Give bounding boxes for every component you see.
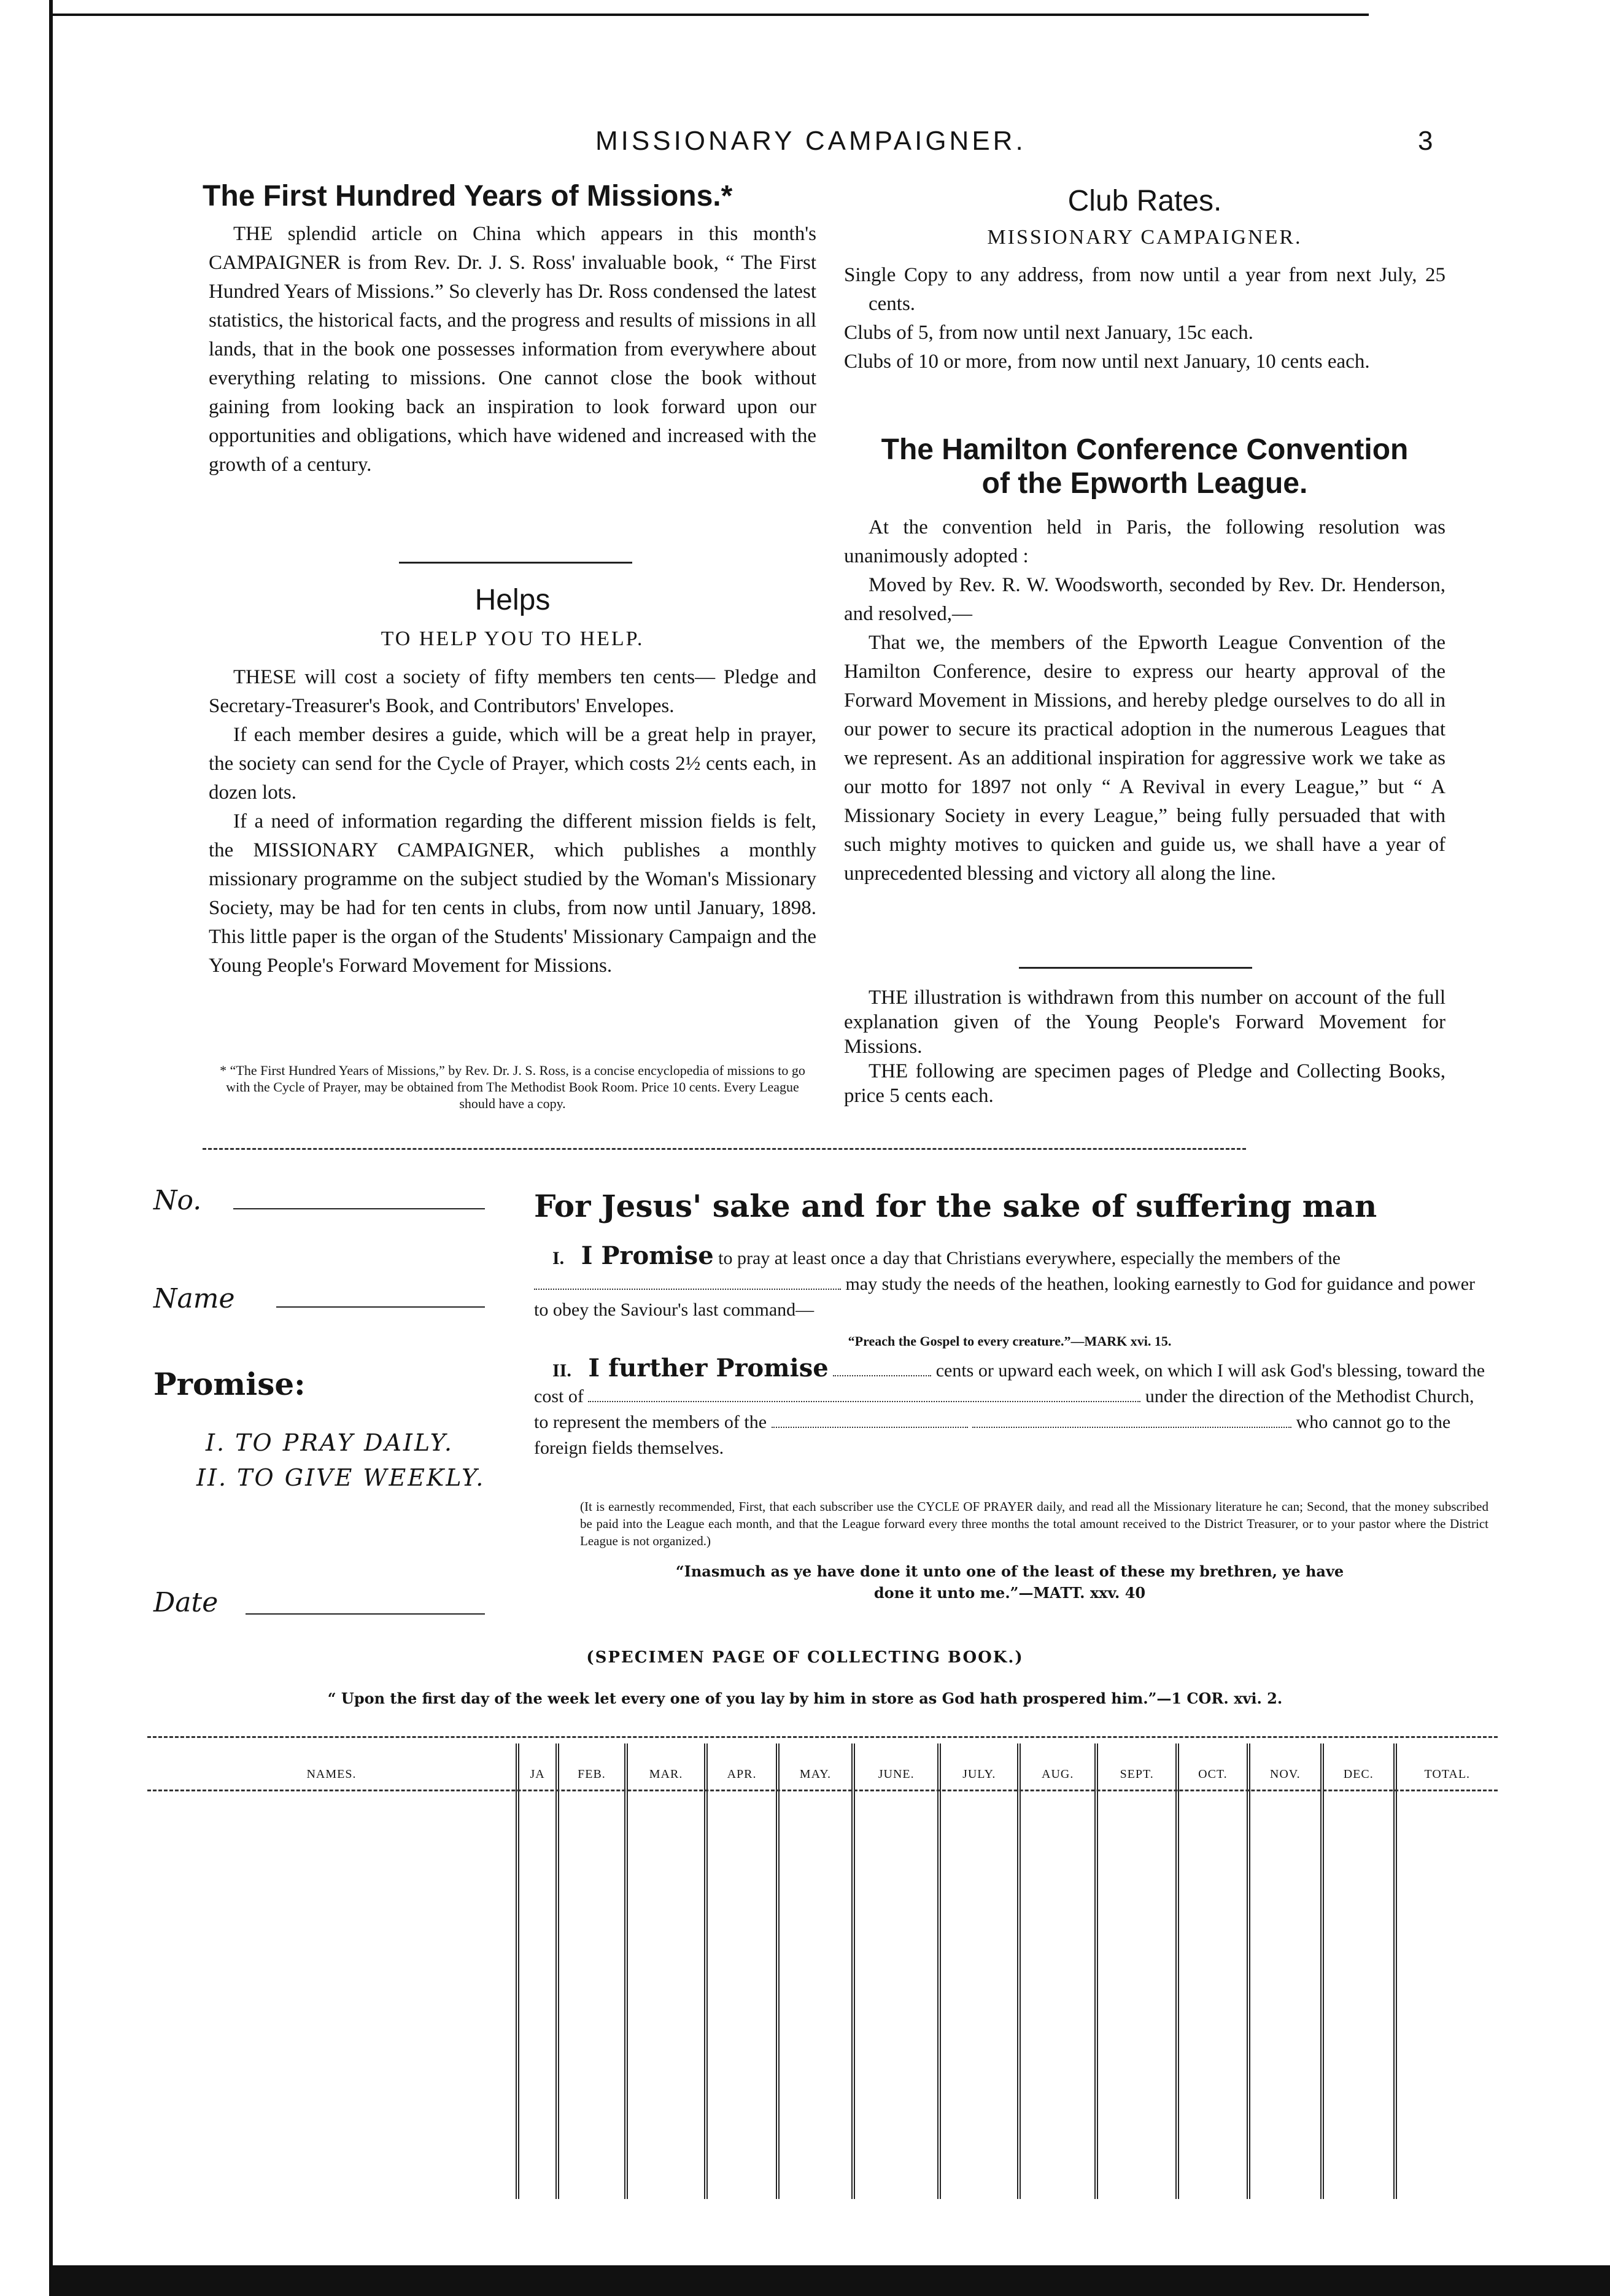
promise-1-text-a: to pray at least once a day that Christians everywhere, especially the members of the (718, 1248, 1341, 1268)
collecting-ledger (147, 1743, 1498, 2199)
club-rates-list (844, 261, 1446, 376)
promise-2-text-c: who cannot go to the foreign fields themselves. (534, 1412, 1451, 1458)
article-body-first-hundred-years (209, 220, 816, 479)
club-rate-item: Clubs of 5, from now until next January, 15c each. (844, 322, 1253, 344)
ledger-header-row (147, 1743, 1498, 1805)
article-subtitle-helps: TO HELP YOU TO HELP. (381, 627, 644, 650)
recommendation-note: (It is earnestly recommended, First, that each subscriber use the CYCLE OF PRAYER daily, and read all the Missionary literature he can; Second, that the money subscribed be paid into the League each month, and that the League forward every three months the total amount received to the District Treasurer, or to your pastor where the District League is not organized.) (580, 1499, 1488, 1548)
promise-1-text-b: may study the needs of the heathen, looking earnestly to God for guidance and power to obey the Saviour's last command— (534, 1274, 1476, 1320)
ledger-col-feb: FEB. (557, 1743, 626, 1805)
collecting-book-title: (SPECIMEN PAGE OF COLLECTING BOOK.) (586, 1648, 1024, 1667)
club-rates-title: Club Rates. (1067, 185, 1222, 217)
ledger-col-oct: OCT. (1177, 1743, 1248, 1805)
helps-paragraph-1: THESE will cost a society of fifty members ten cents— Pledge and Secretary-Treasurer's Book, and Contributors' Envelopes. (209, 666, 816, 717)
district-blank[interactable] (972, 1427, 1291, 1428)
ledger-cell[interactable] (1096, 1805, 1177, 2199)
article-title-first-hundred-years: The First Hundred Years of Missions.* (203, 180, 733, 212)
divider-rule (399, 562, 632, 564)
ledger-col-may: MAY. (778, 1743, 854, 1805)
helps-paragraph-3: If a need of information regarding the different mission fields is felt, the MISSIONARY CAMPAIGNER, which publishes a monthly missionary programme on the subject studied by the Woman's Missionary Society, may be had for ten cents in clubs, from now until January, 1898. This little paper is the organ of the Students' Missionary Campaign and the Young People's Forward Movement for Missions. (209, 810, 816, 977)
ledger-cell[interactable] (1248, 1805, 1322, 2199)
ledger-col-sept: SEPT. (1096, 1743, 1177, 1805)
footnote: * “The First Hundred Years of Missions,” by Rev. Dr. J. S. Ross, is a concise encyclopedia of missions to go with the Cycle of Prayer, may be obtained from The Methodist Book Room. Price 10 cents. Every League should have a copy. (220, 1063, 805, 1111)
ledger-col-dec: DEC. (1322, 1743, 1395, 1805)
ledger-col-apr: APR. (706, 1743, 777, 1805)
ledger-cell[interactable] (706, 1805, 777, 2199)
dotted-separator (203, 1148, 1246, 1150)
club-rates-subtitle: MISSIONARY CAMPAIGNER. (987, 226, 1302, 249)
ledger-cell[interactable] (1322, 1805, 1395, 2199)
promise-2-heading: I further Promise (588, 1354, 829, 1383)
ledger-top-rule (147, 1736, 1498, 1738)
ledger-cell[interactable] (1019, 1805, 1096, 2199)
pledge-date-field[interactable] (246, 1613, 485, 1615)
pledge-title: For Jesus' sake and for the sake of suffering man (534, 1188, 1377, 1224)
page-header-title: MISSIONARY CAMPAIGNER. (595, 126, 1026, 156)
page-number: 3 (1418, 126, 1436, 156)
pledge-name-label: Name (153, 1283, 235, 1314)
ledger-col-june: JUNE. (853, 1743, 939, 1805)
ledger-cell[interactable] (939, 1805, 1019, 2199)
closing-quote-line2: done it unto me.”—MATT. xxv. 40 (873, 1584, 1146, 1602)
ledger-cell[interactable] (557, 1805, 626, 2199)
convention-paragraph: At the convention held in Paris, the following resolution was unanimously adopted : (844, 516, 1446, 567)
amount-blank[interactable] (833, 1375, 931, 1376)
promise-1-number: I. (552, 1248, 565, 1268)
ledger-body-row (147, 1805, 1498, 2199)
promise-heading: Promise: (153, 1366, 306, 1402)
promise-2-text-b: under the direction of the Methodist Church, to represent the members of the (534, 1386, 1474, 1432)
ledger-col-nov: NOV. (1248, 1743, 1322, 1805)
article-body-helps (209, 663, 816, 980)
pledge-no-field[interactable] (233, 1208, 485, 1209)
illustration-note (844, 985, 1446, 1108)
ledger-cell[interactable] (147, 1805, 517, 2199)
promise-2-number: II. (552, 1360, 571, 1381)
pledge-date-label: Date (153, 1587, 219, 1618)
pledge-no-label: No. (153, 1185, 202, 1216)
ledger-cell[interactable] (853, 1805, 939, 2199)
promise-1 (534, 1243, 1485, 1323)
pledge-name-field[interactable] (276, 1306, 485, 1308)
convention-paragraph: Moved by Rev. R. W. Woodsworth, seconded by Rev. Dr. Henderson, and resolved,— (844, 574, 1446, 625)
ledger-cell[interactable] (1177, 1805, 1248, 2199)
promise-2-text-a: cents or upward each week, on which I will ask God's blessing, toward the cost of (534, 1360, 1485, 1406)
collecting-book-quote: “ Upon the first day of the week let every one of you lay by him in store as God hath prospered him.”—1 COR. xvi. 2. (327, 1689, 1283, 1707)
ledger-col-july: JULY. (939, 1743, 1019, 1805)
club-rate-item: Single Copy to any address, from now until a year from next July, 25 cents. (844, 264, 1446, 315)
promise-1-heading: I Promise (581, 1241, 714, 1270)
scan-left-edge (49, 0, 53, 2296)
promise-2 (534, 1355, 1485, 1461)
closing-quote-line1: “Inasmuch as ye have done it unto one of the least of these my brethren, ye have (675, 1562, 1344, 1580)
ledger-cell[interactable] (1395, 1805, 1498, 2199)
illustration-note-paragraph: THE illustration is withdrawn from this number on account of the full explanation given of the Young People's Forward Movement for Missions. (844, 987, 1446, 1058)
ledger-col-total: TOTAL. (1395, 1743, 1498, 1805)
ledger-col-aug: AUG. (1019, 1743, 1096, 1805)
ledger-header-underline (147, 1790, 1498, 1791)
cost-of-blank[interactable] (588, 1401, 1140, 1402)
convention-title-line2: of the Epworth League. (981, 467, 1308, 500)
ledger-cell[interactable] (778, 1805, 854, 2199)
league-name-blank[interactable] (534, 1289, 841, 1290)
ledger-col-names: NAMES. (306, 1767, 357, 1781)
illustration-note-paragraph: THE following are specimen pages of Pledge and Collecting Books, price 5 cents each. (844, 1060, 1446, 1107)
members-of-blank[interactable] (772, 1427, 968, 1428)
convention-title-line1: The Hamilton Conference Convention (881, 433, 1409, 466)
promise-item-give: II. TO GIVE WEEKLY. (196, 1464, 486, 1491)
club-rate-item: Clubs of 10 or more, from now until next January, 10 cents each. (844, 351, 1370, 373)
ledger-col-jan: JA (517, 1743, 557, 1805)
scan-bottom-band (49, 2265, 1610, 2296)
ledger-cell[interactable] (626, 1805, 706, 2199)
promise-1-quote: “Preach the Gospel to every creature.”—MARK xvi. 15. (848, 1333, 1172, 1349)
helps-paragraph-2: If each member desires a guide, which will be a great help in prayer, the society can send for the Cycle of Prayer, which costs 2½ cents each, in dozen lots. (209, 724, 816, 804)
ledger-cell[interactable] (517, 1805, 557, 2199)
promise-item-pray: I. TO PRAY DAILY. (206, 1429, 454, 1456)
article-title-helps: Helps (474, 584, 551, 616)
scan-top-edge (49, 14, 1369, 16)
ledger-col-mar: MAR. (626, 1743, 706, 1805)
divider-rule (1019, 967, 1252, 969)
convention-paragraph: That we, the members of the Epworth League Convention of the Hamilton Conference, desire to express our hearty approval of the Forward Movement in Missions, and hereby pledge ourselves to do all in our power to secure its practical adoption in the numerous Leagues that we represent. As an additional inspiration for aggressive work we take as our motto for 1897 not only “ A Revival in every League,” but “ A Missionary Society in every League,” being fully persuaded that with such mighty motives to quicken and guide us, we shall have a year of unprecedented blessing and victory all along the line. (844, 632, 1446, 885)
article-paragraph: THE splendid article on China which appears in this month's CAMPAIGNER is from Rev. Dr. J. S. Ross' invaluable book, “ The First Hundred Years of Missions.” So cleverly has Dr. Ross condensed the latest statistics, the historical facts, and the progress and results of missions in all lands, that in the book one possesses information from everywhere about everything relating to missions. One cannot close the book without gaining from looking back an inspiration to look forward upon our opportunities and obligations, which have widened and increased with the growth of a century. (209, 223, 816, 476)
convention-body (844, 513, 1446, 888)
